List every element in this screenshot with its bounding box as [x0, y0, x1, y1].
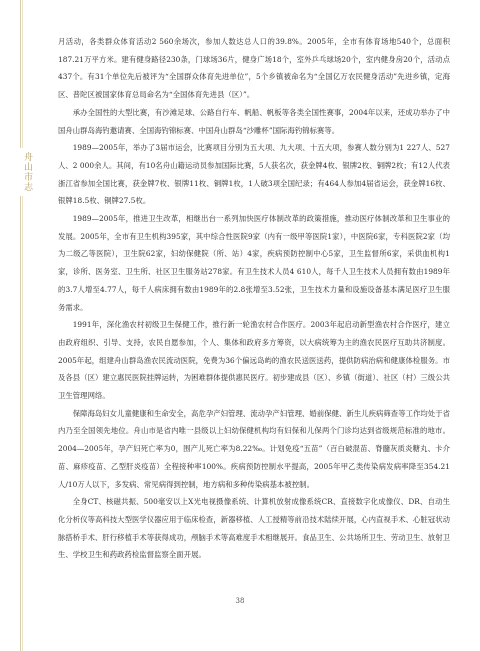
paragraph: 月活动，各类群众体育活动2 560余场次，参加人数达总人口的39.8%。2005年，全市有体育场地540个，总面积187.21万平方米。建有健身路径230条，门球场36片，健身广场18个，室外乒乓球场20个，室内健身房20个，活动点437个。有31个单位先后被评为“全国群众体育先进单位”，5个乡镇被命名为“全国亿万农民健身活动”先进乡镇，定海区、普陀区被国家体育总局命名为“全国体育先进县（区）”。 [58, 37, 450, 100]
sidebar-rule [20, 0, 21, 651]
page-number: 38 [235, 597, 245, 605]
paragraph: 1989—2005年，推进卫生改革，相继出台一系列加快医疗体制改革的政策措施，推动医疗体制改革和卫生事业的发展。2005年，全市有卫生机构395家，其中综合性医院9家（内有一级甲等医院1家），中医院6家，专科医院2家（均为二级乙等医院），卫生院62家，妇幼保健院（所、站）4家，疾病预防控制中心5家，卫生监督所6家，采供血机构1家，诊所、医务室、卫生所、社区卫生服务站278家。有卫生技术人员4 610人，每千人卫生技术人员拥有数由1989年的3.7人增至4.77人，每千人病床拥有数由1989年的2.8张增至3.52张，卫生技术力量和设施设备基本满足医疗卫生服务需求。 [58, 214, 450, 312]
sidebar-rule-inner [22, 0, 23, 651]
book-title-sidebar: 舟山市志 [8, 148, 34, 196]
paragraph: 1989—2005年，举办了3届市运会，比赛项目分别为五大项、九大项、十五大项，参赛人数分别为1 227人、527人、2 000余人。其间，有10名舟山籍运动员参加国际比赛，5人获名次，获金牌4枚、银牌2枚、铜牌2枚；有12人代表浙江省参加全国比赛，获金牌7枚、银牌11枚、铜牌1枚，1人破3项全国纪录；有464人参加4届省运会，获金牌16枚、银牌18.5枚、铜牌27.5枚。 [58, 143, 450, 206]
paragraph: 1991年，深化渔农村初级卫生保健工作，推行新一轮渔农村合作医疗。2003年起启动新型渔农村合作医疗，建立由政府组织、引导、支持，农民自愿参加，个人、集体和政府多方筹资，以大病统筹为主的渔农民医疗互助共济制度。2005年起，组建舟山群岛渔农民流动医院，免费为36个偏远岛屿的渔农民送医送药，提供防病治病和健康体检服务。市及各县（区）建立惠民医院挂牌运转，为困难群体提供惠民医疗。初步建成县（区）、乡镇（街道）、社区（村）三级公共卫生管理网络。 [58, 320, 450, 401]
paragraph: 承办全国性的大型比赛，有沙滩足球、公路自行车、帆船、帆板等各类全国性赛事，2004年以来，还成功举办了中国舟山群岛海钓邀请赛、全国海钓锦标赛、中国舟山群岛“沙雕杯”国际海钓锦标赛等。 [58, 107, 450, 135]
paragraph: 全身CT、核磁共振、500毫安以上X光电视摄像系统、计算机放射成像系统CR、直接数字化成像仪、DR、自动生化分析仪等高科技大型医学仪器应用于临床检查，新器移植、人工授精等前沿技术陆续开展，心内直视手术、心脏冠状动脉搭桥手术、肝行移植手术等获得成功，颅脑手术等高难度手术相继展开。食品卫生、公共场所卫生、劳动卫生、放射卫生、学校卫生和药政药检监督监察全面开展。 [58, 497, 450, 560]
paragraph: 保障海岛妇女儿童健康和生命安全，高危孕产妇管理、流动孕产妇管理、婚前保健、新生儿疾病筛查等工作均处于省内乃至全国领先地位。舟山市是省内唯一县级以上妇幼保健机构均有妇保和儿保两个门诊均达到省级规范标准的地市。2004—2005年，孕产妇死亡率为0，围产儿死亡率为8.22‰。计划免疫“五苗”（百白破混苗、脊髓灰质炎糖丸、卡介苗、麻疹疫苗、乙型肝炎疫苗）全程接种率100%。疾病预防控制水平提高，2005年甲乙类传染病发病率降至354.21人/10万人以下，多发病、常见病得到控制，地方病和多种传染病基本被控制。 [58, 408, 450, 489]
body-text [58, 33, 450, 564]
